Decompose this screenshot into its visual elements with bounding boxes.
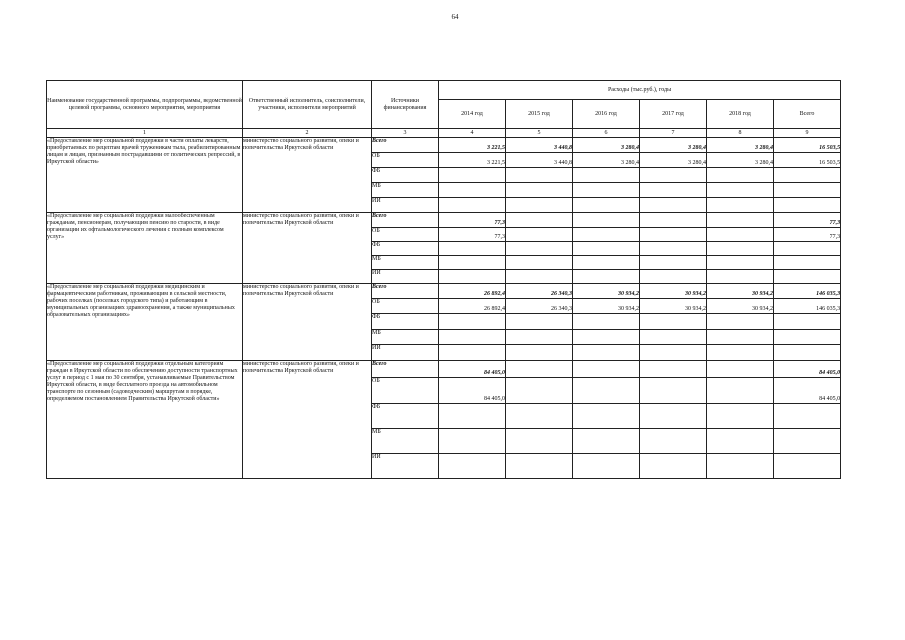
year-value: 3 280,4 <box>707 153 774 168</box>
total-value: 84 405,0 <box>774 361 841 378</box>
year-value <box>640 256 707 270</box>
year-value <box>640 345 707 361</box>
funding-source: ИИ <box>372 454 439 479</box>
funding-source: ИИ <box>372 345 439 361</box>
year-value <box>707 270 774 284</box>
year-value: 3 280,4 <box>707 138 774 153</box>
measure-executor: министерство социального развития, опеки и попечительства Иркутской области <box>243 213 372 284</box>
column-index: 8 <box>707 129 774 138</box>
year-value <box>573 198 640 213</box>
year-value <box>573 183 640 198</box>
total-value <box>774 256 841 270</box>
year-value: 84 405,0 <box>439 361 506 378</box>
column-index: 2 <box>243 129 372 138</box>
year-value <box>707 256 774 270</box>
year-value <box>707 314 774 330</box>
year-value: 3 280,4 <box>573 138 640 153</box>
year-value <box>707 404 774 429</box>
year-value <box>506 361 573 378</box>
funding-source: МБ <box>372 183 439 198</box>
header-year: 2016 год <box>573 100 640 129</box>
year-value <box>640 314 707 330</box>
year-value <box>439 404 506 429</box>
total-value <box>774 198 841 213</box>
header-year: 2014 год <box>439 100 506 129</box>
year-value <box>506 345 573 361</box>
year-value <box>439 314 506 330</box>
column-index: 9 <box>774 129 841 138</box>
year-value: 30 934,2 <box>573 284 640 299</box>
year-value <box>640 183 707 198</box>
year-value: 26 340,3 <box>506 299 573 314</box>
year-value: 30 934,2 <box>573 299 640 314</box>
year-value <box>707 429 774 454</box>
total-value <box>774 270 841 284</box>
funding-source: ИИ <box>372 198 439 213</box>
year-value <box>439 454 506 479</box>
year-value: 77,3 <box>439 228 506 242</box>
year-value <box>506 429 573 454</box>
year-value <box>506 404 573 429</box>
total-value: 77,3 <box>774 228 841 242</box>
year-value: 3 280,4 <box>640 138 707 153</box>
year-value <box>573 314 640 330</box>
year-value <box>707 242 774 256</box>
year-value <box>640 198 707 213</box>
funding-source: ОБ <box>372 378 439 404</box>
funding-source: ФБ <box>372 168 439 183</box>
year-value: 30 934,2 <box>640 299 707 314</box>
total-value <box>774 345 841 361</box>
year-value: 84 405,0 <box>439 378 506 404</box>
year-value <box>573 330 640 345</box>
year-value <box>506 198 573 213</box>
year-value <box>573 242 640 256</box>
header-executor: Ответственный исполнитель, соисполнители, участники, исполнители мероприятий <box>243 81 372 129</box>
year-value <box>573 429 640 454</box>
year-value <box>707 454 774 479</box>
year-value <box>439 183 506 198</box>
year-value <box>707 228 774 242</box>
year-value <box>573 404 640 429</box>
measure-name: «Предоставление мер социальной поддержки малообеспеченным гражданам, пенсионерам, получающим пенсию по старости, в виде организации их офтальмологического лечения с полным комплексом услуг» <box>47 213 243 284</box>
total-value <box>774 242 841 256</box>
year-value <box>439 345 506 361</box>
header-year: 2017 год <box>640 100 707 129</box>
year-value: 26 340,3 <box>506 284 573 299</box>
table-row <box>47 138 841 153</box>
funding-source: Всего <box>372 361 439 378</box>
total-value: 16 503,5 <box>774 138 841 153</box>
year-value <box>640 330 707 345</box>
year-value <box>640 228 707 242</box>
funding-source: МБ <box>372 256 439 270</box>
year-value <box>573 256 640 270</box>
funding-source: Всего <box>372 213 439 228</box>
total-value: 146 035,3 <box>774 284 841 299</box>
total-value <box>774 404 841 429</box>
year-value <box>707 183 774 198</box>
year-value <box>439 256 506 270</box>
year-value: 3 440,8 <box>506 153 573 168</box>
funding-source: Всего <box>372 284 439 299</box>
total-value: 84 405,0 <box>774 378 841 404</box>
funding-source: ОБ <box>372 153 439 168</box>
year-value: 26 892,4 <box>439 284 506 299</box>
year-value <box>573 378 640 404</box>
year-value: 26 892,4 <box>439 299 506 314</box>
header-year: 2018 год <box>707 100 774 129</box>
funding-source: МБ <box>372 330 439 345</box>
column-index: 3 <box>372 129 439 138</box>
year-value <box>506 330 573 345</box>
year-value <box>506 314 573 330</box>
page-number: 64 <box>451 13 459 21</box>
total-value: 16 503,5 <box>774 153 841 168</box>
year-value <box>573 213 640 228</box>
year-value <box>707 378 774 404</box>
year-value <box>707 213 774 228</box>
total-value <box>774 183 841 198</box>
column-index: 5 <box>506 129 573 138</box>
year-value <box>707 345 774 361</box>
funding-source: ФБ <box>372 314 439 330</box>
year-value <box>439 242 506 256</box>
year-value <box>506 242 573 256</box>
year-value <box>506 168 573 183</box>
year-value <box>506 270 573 284</box>
header-expenses: Расходы (тыс.руб.), годы <box>439 81 841 100</box>
year-value <box>506 256 573 270</box>
year-value <box>506 183 573 198</box>
year-value <box>573 270 640 284</box>
year-value <box>640 454 707 479</box>
year-value <box>439 168 506 183</box>
year-value: 77,3 <box>439 213 506 228</box>
year-value <box>640 378 707 404</box>
header-source: Источники финансирования <box>372 81 439 129</box>
year-value <box>439 429 506 454</box>
total-value <box>774 314 841 330</box>
year-value <box>439 270 506 284</box>
year-value <box>573 345 640 361</box>
measure-executor: министерство социального развития, опеки и попечительства Иркутской области <box>243 284 372 361</box>
year-value <box>573 168 640 183</box>
header-total: Всего <box>774 100 841 129</box>
year-value <box>707 198 774 213</box>
total-value <box>774 168 841 183</box>
year-value <box>640 213 707 228</box>
year-value: 3 440,8 <box>506 138 573 153</box>
year-value <box>640 429 707 454</box>
year-value <box>573 228 640 242</box>
funding-source: МБ <box>372 429 439 454</box>
year-value <box>573 361 640 378</box>
year-value <box>506 378 573 404</box>
measure-name: «Предоставление мер социальной поддержки отдельным категориям граждан в Иркутской области по обеспечению доступности транспортных услуг в период с 1 мая по 30 сентября, устанавливаемые Правительством Иркутской области, в виде бесплатного проезда на автомобильном транспорте по сезонным (садоводческим) маршрутам в порядке, определяемом постановлением Правительства Иркутской области» <box>47 361 243 479</box>
year-value <box>640 168 707 183</box>
year-value <box>439 330 506 345</box>
year-value: 30 934,2 <box>640 284 707 299</box>
total-value <box>774 454 841 479</box>
year-value <box>707 168 774 183</box>
funding-source: ФБ <box>372 242 439 256</box>
year-value <box>506 228 573 242</box>
year-value <box>640 404 707 429</box>
header-name: Наименование государственной программы, подпрограммы, ведомственной целевой программы, основного мероприятия, мероприятия <box>47 81 243 129</box>
total-value: 77,3 <box>774 213 841 228</box>
header-year: 2015 год <box>506 100 573 129</box>
funding-source: Всего <box>372 138 439 153</box>
column-index: 1 <box>47 129 243 138</box>
expenses-table <box>46 80 841 479</box>
year-value <box>506 454 573 479</box>
year-value <box>707 330 774 345</box>
funding-source: ИИ <box>372 270 439 284</box>
year-value: 3 221,5 <box>439 153 506 168</box>
year-value <box>707 361 774 378</box>
measure-name: «Предоставление мер социальной поддержки в части оплаты лекарств, приобретаемых по рецептам врачей труженикам тыла, реабилитированным лицам и лицам, признанным пострадавшими от политических репрессий, в Иркутской области» <box>47 138 243 213</box>
measure-executor: министерство социального развития, опеки и попечительства Иркутской области <box>243 138 372 213</box>
column-index: 6 <box>573 129 640 138</box>
year-value <box>573 454 640 479</box>
measure-executor: министерство социального развития, опеки и попечительства Иркутской области <box>243 361 372 479</box>
total-value <box>774 429 841 454</box>
column-index: 4 <box>439 129 506 138</box>
year-value <box>640 270 707 284</box>
year-value <box>640 361 707 378</box>
year-value <box>439 198 506 213</box>
total-value: 146 035,3 <box>774 299 841 314</box>
funding-source: ФБ <box>372 404 439 429</box>
year-value: 30 934,2 <box>707 299 774 314</box>
funding-source: ОБ <box>372 299 439 314</box>
year-value: 3 221,5 <box>439 138 506 153</box>
year-value <box>640 242 707 256</box>
total-value <box>774 330 841 345</box>
year-value: 30 934,2 <box>707 284 774 299</box>
column-index: 7 <box>640 129 707 138</box>
measure-name: «Предоставление мер социальной поддержки медицинским и фармацевтическим работникам, проживающим в сельской местности, рабочих поселках (поселках городского типа) и работающим в муниципальных организациях здравоохранения, а также муниципальных образовательных организациях» <box>47 284 243 361</box>
funding-source: ОБ <box>372 228 439 242</box>
year-value: 3 280,4 <box>573 153 640 168</box>
year-value: 3 280,4 <box>640 153 707 168</box>
table-row <box>47 361 841 378</box>
year-value <box>506 213 573 228</box>
table-row <box>47 284 841 299</box>
table-body <box>47 138 841 479</box>
table-row <box>47 213 841 228</box>
